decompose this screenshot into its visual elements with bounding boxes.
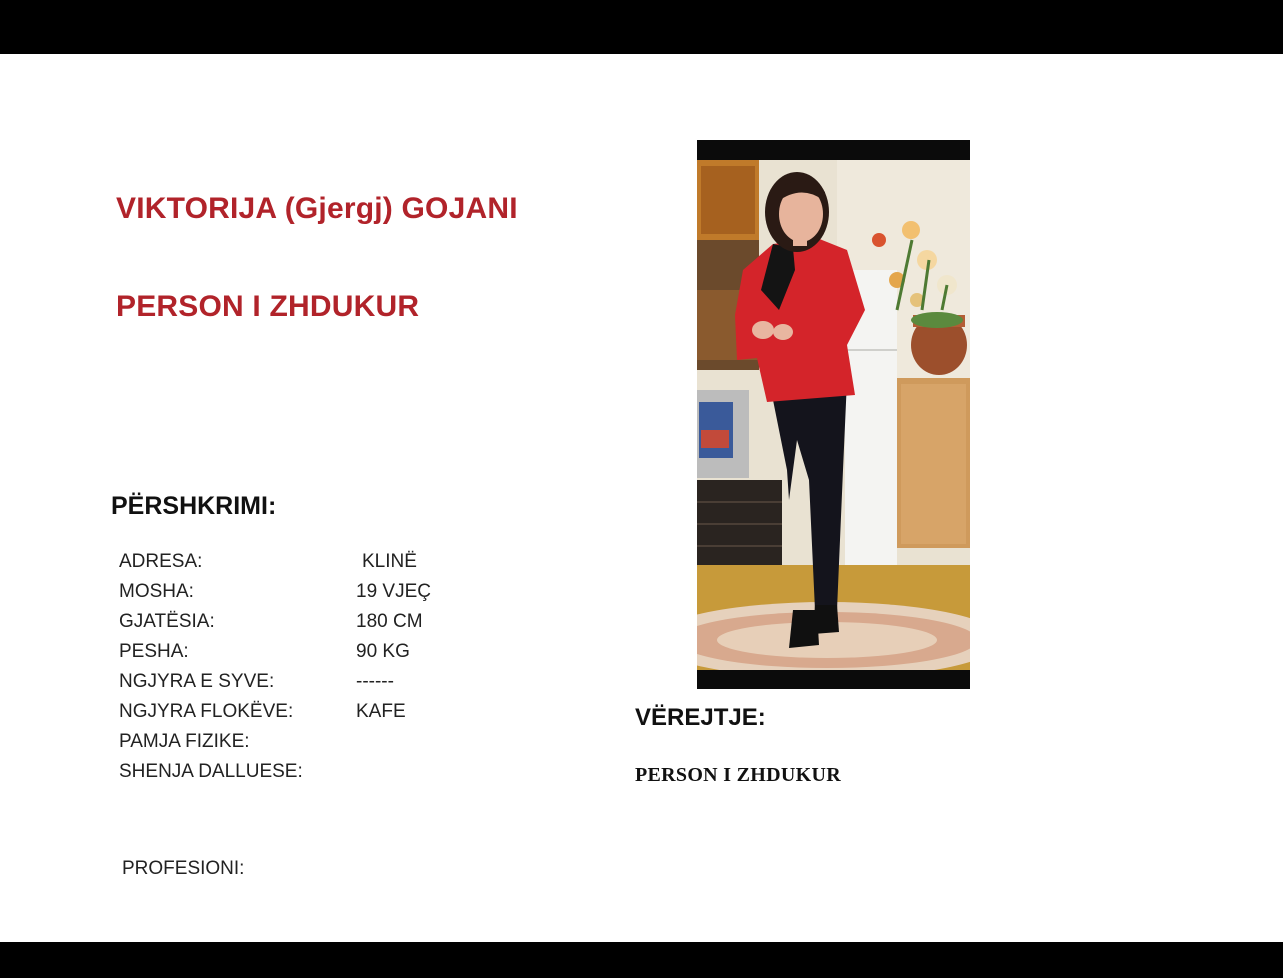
letterbox-bottom bbox=[0, 942, 1283, 978]
field-value: KAFE bbox=[356, 701, 406, 722]
field-label: PAMJA FIZIKE: bbox=[119, 731, 250, 752]
profession-label: PROFESIONI: bbox=[122, 858, 245, 879]
field-age bbox=[119, 578, 499, 608]
field-label: ADRESA: bbox=[119, 551, 203, 572]
field-value: 90 KG bbox=[356, 641, 410, 662]
notes-text: PERSON I ZHDUKUR bbox=[635, 764, 841, 786]
status-title: PERSON I ZHDUKUR bbox=[116, 290, 420, 323]
description-heading: PËRSHKRIMI: bbox=[111, 492, 277, 520]
field-appearance bbox=[119, 728, 499, 758]
field-label: SHENJA DALLUESE: bbox=[119, 761, 303, 782]
field-distinguishing-marks bbox=[119, 758, 499, 788]
field-value: ------ bbox=[356, 671, 394, 692]
field-label: PESHA: bbox=[119, 641, 189, 662]
field-value: KLINË bbox=[362, 551, 417, 572]
person-name: VIKTORIJA (Gjergj) GOJANI bbox=[116, 192, 518, 225]
field-height bbox=[119, 608, 499, 638]
field-label: MOSHA: bbox=[119, 581, 194, 602]
person-photo-illustration bbox=[697, 140, 970, 689]
field-hair-color bbox=[119, 698, 499, 728]
letterbox-top bbox=[0, 0, 1283, 54]
field-label: NGJYRA E SYVE: bbox=[119, 671, 275, 692]
description-fields bbox=[119, 548, 499, 788]
field-eye-color bbox=[119, 668, 499, 698]
field-value: 19 VJEÇ bbox=[356, 581, 431, 602]
field-label: GJATËSIA: bbox=[119, 611, 215, 632]
field-label: NGJYRA FLOKËVE: bbox=[119, 701, 294, 722]
missing-person-poster bbox=[0, 54, 1283, 942]
person-photo bbox=[697, 140, 970, 689]
field-weight bbox=[119, 638, 499, 668]
notes-heading: VËREJTJE: bbox=[635, 704, 766, 731]
field-address bbox=[119, 548, 499, 578]
field-value: 180 CM bbox=[356, 611, 423, 632]
